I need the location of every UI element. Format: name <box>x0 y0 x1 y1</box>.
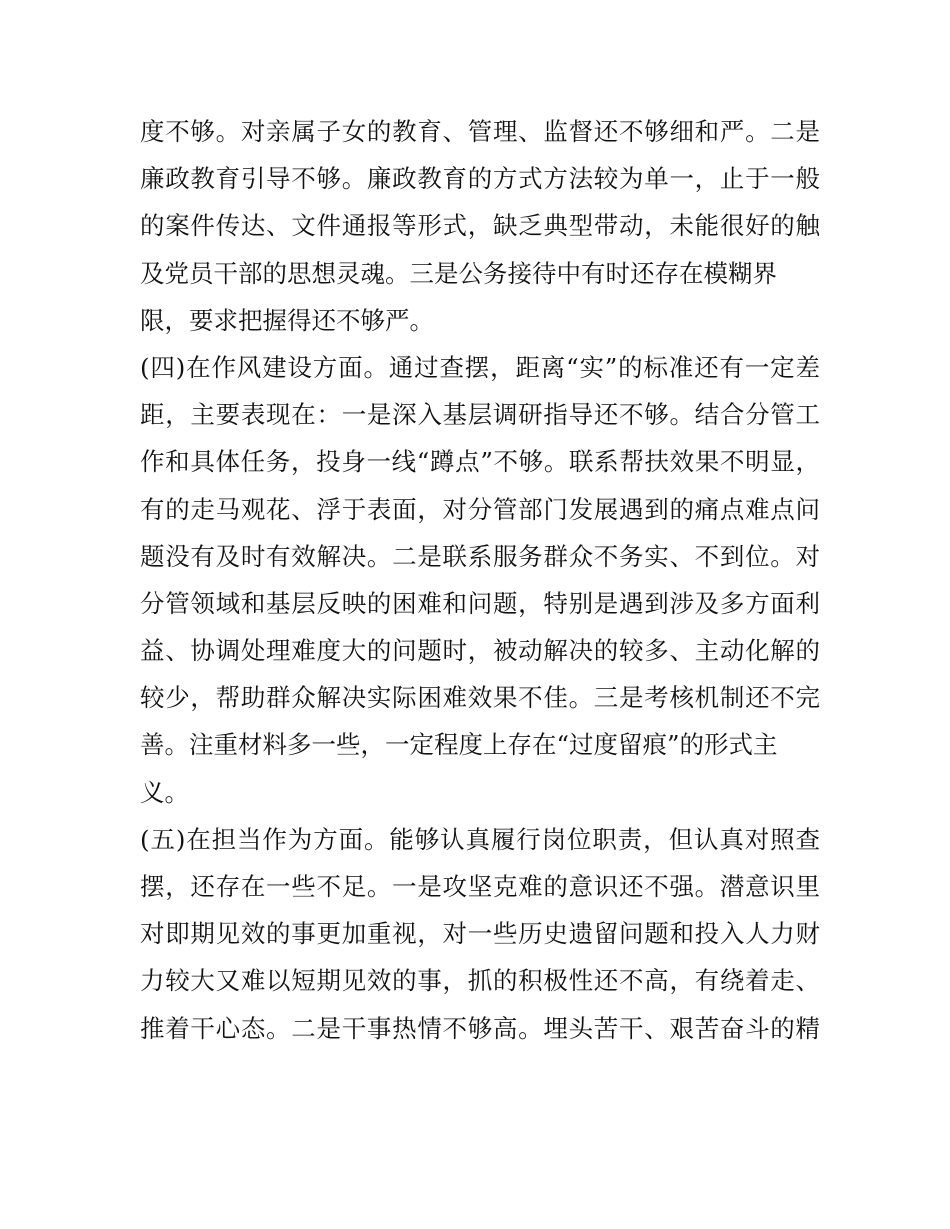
text-line: 分管领域和基层反映的困难和问题，特别是遇到涉及多方面利 <box>140 588 820 618</box>
text-line: 益、协调处理难度大的问题时，被动解决的较多、主动化解的 <box>140 636 820 666</box>
text-line: 度不够。对亲属子女的教育、管理、监督还不够细和严。二是 <box>140 117 820 146</box>
text-line: 较少，帮助群众解决实际困难效果不佳。三是考核机制还不完 <box>140 683 820 713</box>
text-line: 及党员干部的思想灵魂。三是公务接待中有时还存在模糊界 <box>140 258 777 288</box>
text-line: 推着干心态。二是干事热情不够高。埋头苦干、艰苦奋斗的精 <box>140 1013 820 1043</box>
text-line: 的案件传达、文件通报等形式，缺乏典型带动，未能很好的触 <box>140 211 820 241</box>
text-line: 有的走马观花、浮于表面，对分管部门发展遇到的痛点难点问 <box>140 494 820 524</box>
document-body <box>140 108 820 1052</box>
text-line: 摆，还存在一些不足。一是攻坚克难的意识还不强。潜意识里 <box>140 872 820 901</box>
text-line: 对即期见效的事更加重视，对一些历史遗留问题和投入人力财 <box>140 919 820 949</box>
text-line: (五)在担当作为方面。能够认真履行岗位职责，但认真对照查 <box>140 824 820 854</box>
text-line: 力较大又难以短期见效的事，抓的积极性还不高，有绕着走、 <box>140 966 820 996</box>
text-line: 作和具体任务，投身一线“蹲点”不够。联系帮扶效果不明显， <box>140 447 820 477</box>
text-line: 义。 <box>140 777 189 807</box>
text-line: (四)在作风建设方面。通过查摆，距离“实”的标准还有一定差 <box>140 352 820 382</box>
text-line: 距，主要表现在：一是深入基层调研指导还不够。结合分管工 <box>140 400 820 430</box>
text-line: 限，要求把握得还不够严。 <box>140 305 434 335</box>
text-line: 廉政教育引导不够。廉政教育的方式方法较为单一，止于一般 <box>140 164 820 194</box>
text-line: 题没有及时有效解决。二是联系服务群众不务实、不到位。对 <box>140 541 820 571</box>
text-line: 善。注重材料多一些，一定程度上存在“过度留痕”的形式主 <box>140 730 778 760</box>
